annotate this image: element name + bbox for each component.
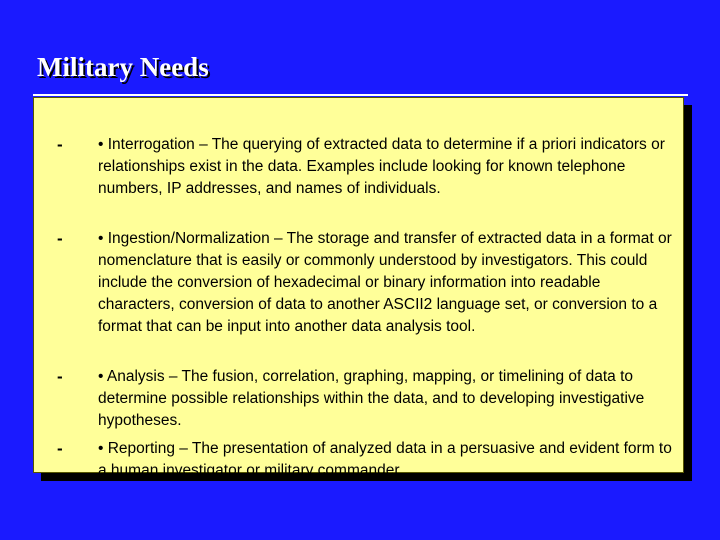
bullet-dash-marker: - <box>57 367 63 386</box>
bullet-dash-marker: - <box>57 229 63 248</box>
bullet-text-interrogation: • Interrogation – The querying of extracted data to determine if a priori indicators or relationships exist in the data. Examples include looking for known telephone numbers, IP addresses, and names of individuals. <box>98 136 665 197</box>
title-divider <box>33 94 688 96</box>
bullet-text-analysis: • Analysis – The fusion, correlation, graphing, mapping, or timelining of data to determine possible relationships within the data, and to developing investigative hypotheses. <box>98 368 645 429</box>
bullet-text-reporting: • Reporting – The presentation of analyzed data in a persuasive and evident form to a human investigator or military commander. <box>98 440 672 479</box>
bullet-dash-marker: - <box>57 135 63 154</box>
content-box <box>33 97 684 479</box>
bullet-text-ingestion: • Ingestion/Normalization – The storage and transfer of extracted data in a format or nomenclature that is easily or commonly understood by investigators. This could include the conversion of hexadecimal or binary information into readable characters, conversion of data to another ASCII2 language set, or conversion to a format that can be input into another data analysis tool. <box>98 230 672 335</box>
bullet-list <box>34 98 683 479</box>
slide-title: Military Needs <box>37 52 209 82</box>
bullet-dash-marker: - <box>57 439 63 458</box>
